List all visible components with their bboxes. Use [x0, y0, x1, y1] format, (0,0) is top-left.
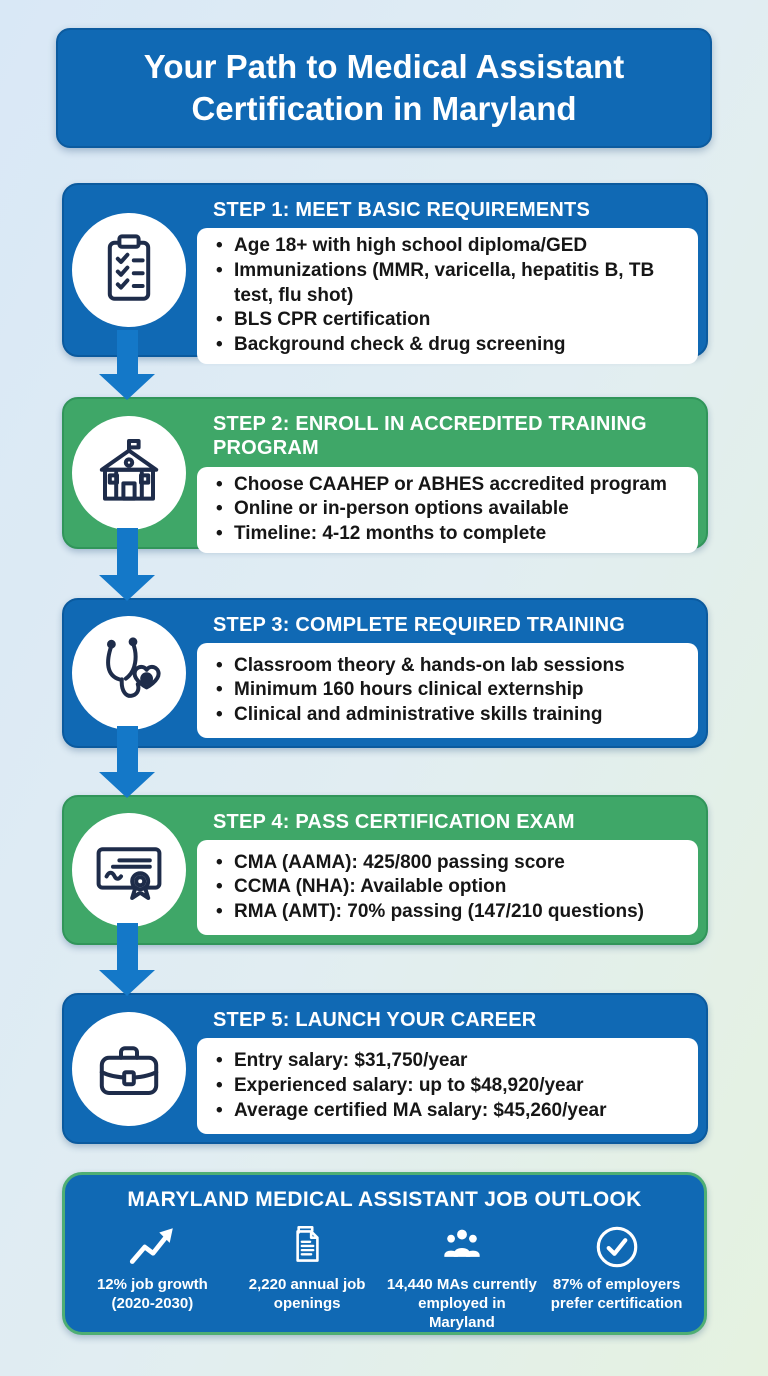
step-bullet-list	[211, 851, 684, 925]
step-4-icon-circle	[72, 813, 186, 927]
step-title: STEP 1: MEET BASIC REQUIREMENTS	[213, 199, 590, 221]
flow-arrow-down-icon	[99, 923, 155, 996]
step-title: STEP 2: ENROLL IN ACCREDITED TRAINING PROGRAM	[213, 413, 647, 460]
stethoscope-heart-icon	[89, 633, 169, 713]
trend-up-icon	[126, 1221, 178, 1273]
stat-employer-preference	[539, 1221, 694, 1332]
bullet-item: • Average certified MA salary: $45,260/year	[211, 1099, 684, 1124]
step-card-3	[62, 598, 708, 748]
bullet-item: • Immunizations (MMR, varicella, hepatitis B, TB test, flu shot)	[211, 259, 684, 308]
check-circle-icon	[591, 1221, 643, 1273]
job-outlook-card	[62, 1172, 707, 1335]
page-title-line1: Your Path to Medical Assistant	[143, 48, 625, 86]
step-1-icon-circle	[72, 213, 186, 327]
step-card-4	[62, 795, 708, 945]
step-3-icon-circle	[72, 616, 186, 730]
bullet-item: • Timeline: 4-12 months to complete	[211, 522, 684, 547]
page-title	[144, 46, 624, 129]
stat-label: 87% of employers prefer certification	[550, 1276, 683, 1312]
arrow-shaft	[117, 330, 138, 374]
step-bullet-list	[211, 654, 684, 728]
people-group-icon	[436, 1221, 488, 1273]
arrow-head	[99, 575, 155, 601]
step-body	[197, 228, 698, 363]
arrow-shaft	[117, 923, 138, 970]
step-card-1	[62, 183, 708, 357]
stat-annual-openings	[230, 1221, 385, 1332]
step-2-icon-circle	[72, 416, 186, 530]
arrow-head	[99, 970, 155, 996]
step-body	[197, 467, 698, 553]
step-body	[197, 840, 698, 935]
stat-label: 2,220 annual job openings	[248, 1276, 366, 1312]
job-outlook-title: MARYLAND MEDICAL ASSISTANT JOB OUTLOOK	[127, 1188, 642, 1211]
step-body	[197, 643, 698, 738]
step-card-5	[62, 993, 708, 1144]
step-bullet-list	[211, 234, 684, 357]
bullet-item: • Experienced salary: up to $48,920/year	[211, 1074, 684, 1099]
stat-job-growth	[75, 1221, 230, 1332]
step-card-2	[62, 397, 708, 549]
step-title: STEP 5: LAUNCH YOUR CAREER	[213, 1009, 537, 1031]
bullet-item: • Background check & drug screening	[211, 333, 684, 358]
bullet-item: • BLS CPR certification	[211, 308, 684, 333]
bullet-item: • Clinical and administrative skills training	[211, 703, 684, 728]
stat-employed-mas	[385, 1221, 540, 1332]
bullet-item: • Age 18+ with high school diploma/GED	[211, 234, 684, 259]
arrow-head	[99, 772, 155, 798]
certificate-ribbon-icon	[89, 830, 169, 910]
bullet-item: • CMA (AAMA): 425/800 passing score	[211, 851, 684, 876]
step-title: STEP 3: COMPLETE REQUIRED TRAINING	[213, 614, 626, 636]
bullet-item: • Entry salary: $31,750/year	[211, 1049, 684, 1074]
step-title: STEP 4: PASS CERTIFICATION EXAM	[213, 811, 575, 833]
bullet-item: • Online or in-person options available	[211, 497, 684, 522]
bullet-item: • Minimum 160 hours clinical externship	[211, 678, 684, 703]
arrow-shaft	[117, 528, 138, 575]
bullet-item: • CCMA (NHA): Available option	[211, 875, 684, 900]
stat-label: 12% job growth (2020-2030)	[96, 1276, 208, 1312]
flow-arrow-down-icon	[99, 528, 155, 601]
flow-arrow-down-icon	[99, 726, 155, 798]
job-outlook-stats	[65, 1212, 704, 1332]
school-building-icon	[89, 433, 169, 513]
flow-arrow-down-icon	[99, 330, 155, 400]
step-bullet-list	[211, 1049, 684, 1123]
page-title-line2: Certification in Maryland	[191, 90, 577, 127]
arrow-shaft	[117, 726, 138, 772]
infographic-header	[56, 28, 712, 148]
bullet-item: • Choose CAAHEP or ABHES accredited program	[211, 473, 684, 498]
bullet-item: • RMA (AMT): 70% passing (147/210 questions)	[211, 900, 684, 925]
stat-label: 14,440 MAs currently employed in Maryland	[386, 1276, 537, 1331]
bullet-item: • Classroom theory & hands-on lab sessions	[211, 654, 684, 679]
step-bullet-list	[211, 473, 684, 547]
briefcase-icon	[89, 1029, 169, 1109]
step-5-icon-circle	[72, 1012, 186, 1126]
step-body	[197, 1038, 698, 1134]
clipboard-checklist-icon	[89, 230, 169, 310]
arrow-head	[99, 374, 155, 400]
documents-icon	[281, 1221, 333, 1273]
